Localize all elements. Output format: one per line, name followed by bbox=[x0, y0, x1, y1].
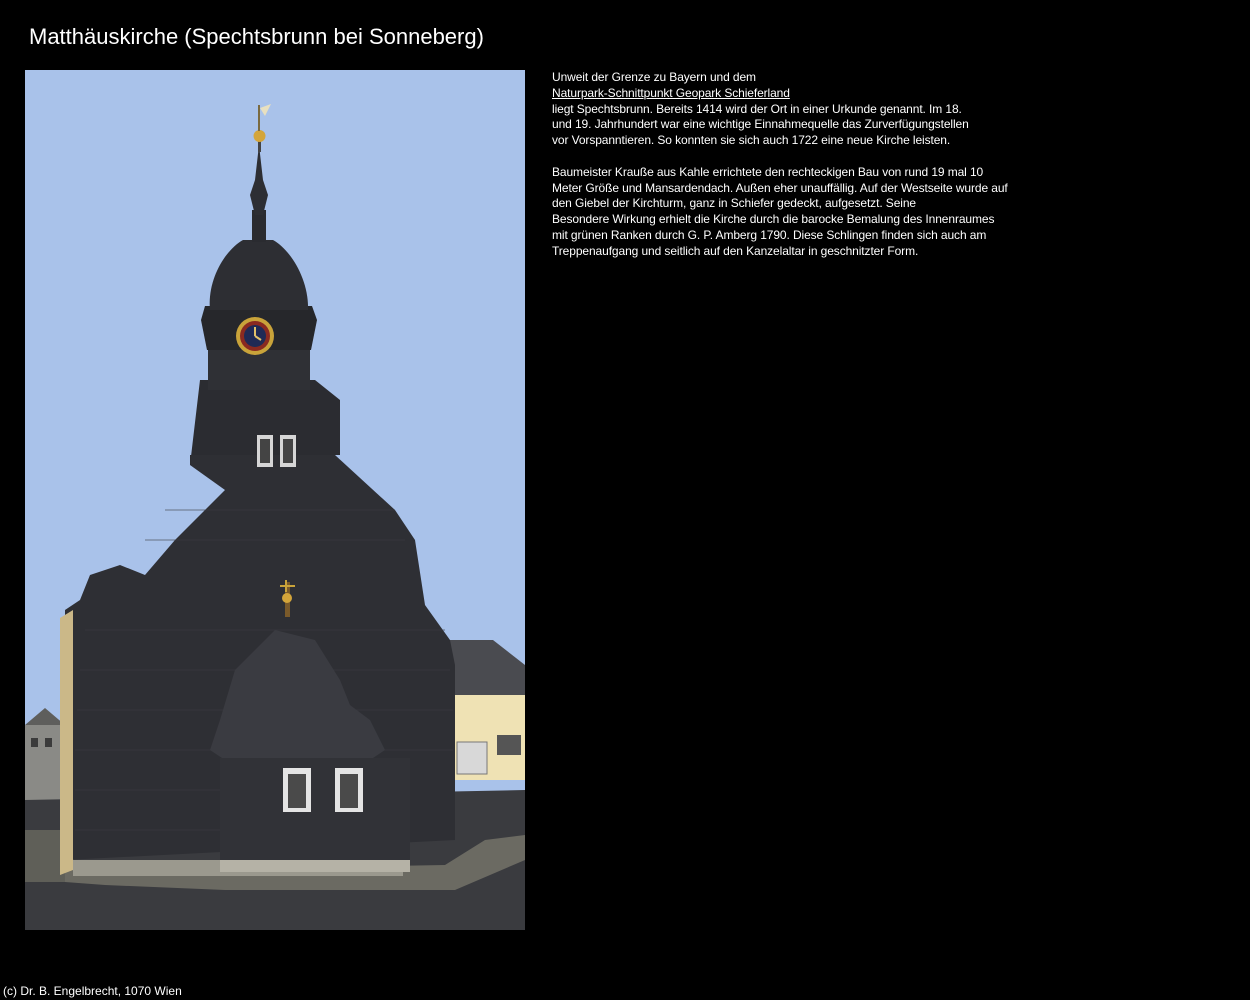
copyright-footer: (c) Dr. B. Engelbrecht, 1070 Wien bbox=[3, 984, 182, 998]
text-line: den Giebel der Kirchturm, ganz in Schiefer gedeckt, aufgesetzt. Seine bbox=[552, 196, 916, 211]
description-paragraph-2 bbox=[552, 165, 1032, 260]
text-line: Meter Größe und Mansardendach. Außen eher unauffällig. Auf der Westseite wurde auf bbox=[552, 180, 1008, 195]
description-paragraph-1 bbox=[552, 70, 1032, 149]
text-line: Besondere Wirkung erhielt die Kirche durch die barocke Bemalung des Innenraumes bbox=[552, 212, 995, 227]
text-line: Treppenaufgang und seitlich auf den Kanzelaltar in geschnitzter Form. bbox=[552, 243, 919, 258]
geopark-link[interactable]: Naturpark-Schnittpunkt Geopark Schieferland bbox=[552, 85, 790, 100]
text-line: vor Vorspanntieren. So konnten sie sich auch 1722 eine neue Kirche leisten. bbox=[552, 133, 951, 148]
text-line: Unweit der Grenze zu Bayern und dem bbox=[552, 70, 756, 84]
text-line: mit grünen Ranken durch G. P. Amberg 1790. Diese Schlingen finden sich auch am bbox=[552, 227, 987, 242]
text-line: Baumeister Krauße aus Kahle errichtete den rechteckigen Bau von rund 19 mal 10 bbox=[552, 164, 984, 179]
page-title: Matthäuskirche (Spechtsbrunn bei Sonneberg) bbox=[29, 24, 484, 49]
church-photo-image bbox=[25, 70, 525, 930]
text-line: liegt Spechtsbrunn. Bereits 1414 wird der Ort in einer Urkunde genannt. Im 18. bbox=[552, 101, 962, 116]
description-text bbox=[552, 70, 1032, 260]
church-photo bbox=[25, 70, 525, 930]
text-line: und 19. Jahrhundert war eine wichtige Einnahmequelle das Zurverfügungstellen bbox=[552, 117, 969, 132]
